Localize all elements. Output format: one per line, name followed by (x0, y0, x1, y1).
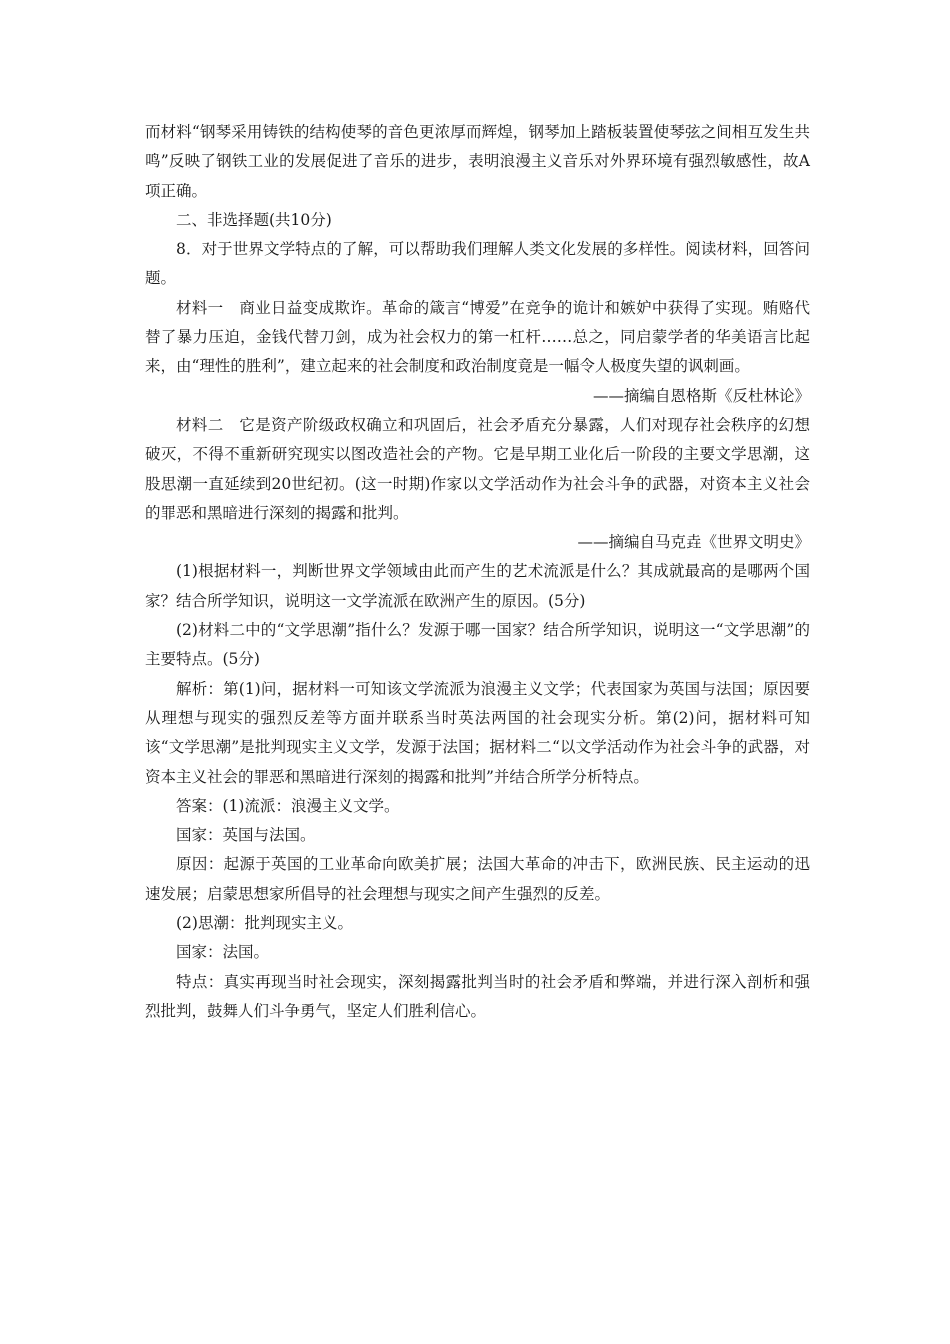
material-one-source: ——摘编自恩格斯《反杜林论》 (592, 386, 810, 405)
answer-line: 国家：英国与法国。 (176, 826, 316, 845)
answer-line: 特点：真实再现当时社会现实，深刻揭露批判当时的社会矛盾和弊端，并进行深入剖析和强烈批判，鼓舞人们斗争勇气，坚定人们胜利信心。 (145, 972, 810, 1020)
material-two: 材料二 它是资产阶级政权确立和巩固后，社会矛盾充分暴露，人们对现存社会秩序的幻想破灭，不得不重新研究现实以图改造社会的产物。它是早期工业化后一阶段的主要文学思潮，这股思潮一直延续到20世纪初。(这一时期)作家以文学活动作为社会斗争的武器，对资本主义社会的罪恶和黑暗进行深刻的揭露和批判。 (145, 415, 810, 522)
document-page (145, 118, 810, 1026)
analysis-paragraph: 解析：第(1)问，据材料一可知该文学流派为浪漫主义文学；代表国家为英国与法国；原因要从理想与现实的强烈反差等方面并联系当时英法两国的社会现实分析。第(2)问，据材料可知该“文学思潮”是批判现实主义文学，发源于法国；据材料二“以文学活动作为社会斗争的武器，对资本主义社会的罪恶和黑暗进行深刻的揭露和批判”并结合所学分析特点。 (145, 679, 810, 786)
answer-line: (2)思潮：批判现实主义。 (176, 914, 353, 933)
question-stem: 8．对于世界文学特点的了解，可以帮助我们理解人类文化发展的多样性。阅读材料，回答问题。 (145, 240, 810, 288)
section-heading: 二、非选择题(共10分) (176, 210, 332, 229)
subquestion-1: (1)根据材料一，判断世界文学领域由此而产生的艺术流派是什么？其成就最高的是哪两个国家？结合所学知识，说明这一文学流派在欧洲产生的原因。(5分) (145, 562, 810, 610)
answer-line: 原因：起源于英国的工业革命向欧美扩展；法国大革命的冲击下，欧洲民族、民主运动的迅速发展；启蒙思想家所倡导的社会理想与现实之间产生强烈的反差。 (145, 855, 810, 903)
answer-line: 答案：(1)流派：浪漫主义文学。 (176, 796, 400, 815)
answer-line: 国家：法国。 (176, 943, 270, 962)
body-paragraph: 而材料“钢琴采用铸铁的结构使琴的音色更浓厚而辉煌，钢琴加上踏板装置使琴弦之间相互发生共鸣”反映了钢铁工业的发展促进了音乐的进步，表明浪漫主义音乐对外界环境有强烈敏感性，故A项正确。 (145, 123, 810, 200)
subquestion-2: (2)材料二中的“文学思潮”指什么？发源于哪一国家？结合所学知识，说明这一“文学思潮”的主要特点。(5分) (145, 621, 810, 669)
material-two-source: ——摘编自马克垚《世界文明史》 (577, 533, 810, 552)
material-one: 材料一 商业日益变成欺诈。革命的箴言“博爱”在竞争的诡计和嫉妒中获得了实现。贿赂代替了暴力压迫，金钱代替刀剑，成为社会权力的第一杠杆……总之，同启蒙学者的华美语言比起来，由“理性的胜利”，建立起来的社会制度和政治制度竟是一幅令人极度失望的讽刺画。 (145, 298, 810, 376)
